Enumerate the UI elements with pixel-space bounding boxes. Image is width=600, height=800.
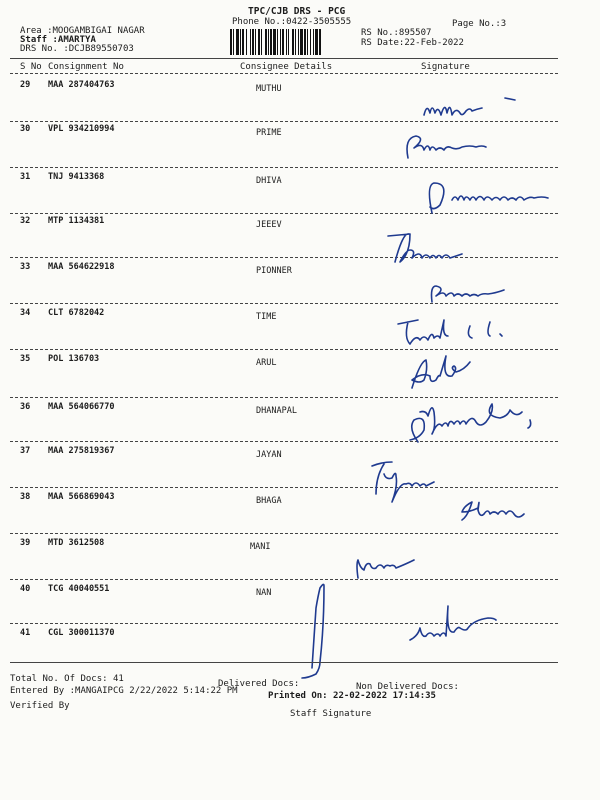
row-consignee: DHIVA (256, 176, 282, 186)
non-delivered-docs: Non Delivered Docs: (356, 682, 459, 692)
column-sno: S No (20, 62, 42, 72)
area-label: Area :MOOGAMBIGAI NAGAR (20, 26, 145, 36)
row-sno: 33 (20, 262, 31, 272)
row-consignee: PRIME (256, 128, 282, 138)
row-consignment-no: TNJ 9413368 (48, 172, 105, 182)
signature-jayan (372, 462, 434, 502)
row-divider (10, 533, 558, 534)
phone-number: Phone No.:0422-3505555 (232, 17, 352, 27)
signature-time (398, 320, 502, 344)
column-consignee: Consignee Details (240, 62, 333, 72)
row-consignment-no: CLT 6782042 (48, 308, 105, 318)
row-consignment-no: MAA 564066770 (48, 402, 115, 412)
row-consignment-no: MTP 1134381 (48, 216, 105, 226)
row-consignee: BHAGA (256, 496, 282, 506)
row-consignee: JAYAN (256, 450, 282, 460)
row-sno: 34 (20, 308, 31, 318)
row-divider (10, 579, 558, 580)
row-divider (10, 623, 558, 624)
row-divider (10, 167, 558, 168)
row-divider (10, 257, 558, 258)
row-consignment-no: MAA 566869043 (48, 492, 115, 502)
signature-muthu (424, 98, 515, 115)
column-consignment: Consignment No (48, 62, 124, 72)
row-divider (10, 487, 558, 488)
signature-pioneer (432, 286, 505, 302)
row-consignment-no: TCG 40040551 (48, 584, 110, 594)
printed-on: Printed On: 22-02-2022 17:14:35 (268, 691, 436, 701)
row-sno: 29 (20, 80, 31, 90)
row-consignment-no: POL 136703 (48, 354, 100, 364)
column-signature: Signature (421, 62, 470, 72)
row-sno: 40 (20, 584, 31, 594)
row-divider (10, 303, 558, 304)
row-consignee: TIME (256, 312, 277, 322)
verified-by: Verified By (10, 701, 70, 711)
drs-number: DRS No. :DCJB89550703 (20, 44, 134, 54)
row-consignee: NAN (256, 588, 272, 598)
row-sno: 41 (20, 628, 31, 638)
row-sno: 39 (20, 538, 31, 548)
row-consignment-no: MAA 275819367 (48, 446, 115, 456)
row-consignment-no: MAA 287404763 (48, 80, 115, 90)
row-divider (10, 397, 558, 398)
row-sno: 31 (20, 172, 31, 182)
signature-mani (357, 560, 414, 578)
row-sno: 37 (20, 446, 31, 456)
row-consignment-no: VPL 934210994 (48, 124, 115, 134)
row-consignee: MUTHU (256, 84, 282, 94)
signature-dhiva (429, 183, 548, 213)
row-divider (10, 349, 558, 350)
signature-bhaga (462, 502, 524, 520)
row-sno: 35 (20, 354, 31, 364)
row-consignee: ARUL (256, 358, 277, 368)
row-consignment-no: MAA 564622918 (48, 262, 115, 272)
row-sno: 38 (20, 492, 31, 502)
page-number: Page No.:3 (452, 19, 507, 29)
row-consignment-no: CGL 300011370 (48, 628, 115, 638)
signature-arul (412, 356, 470, 388)
rs-date: RS Date:22-Feb-2022 (361, 38, 464, 48)
rs-number: RS No.:895507 (361, 28, 432, 38)
signature-nan-stroke (302, 584, 324, 678)
row-divider (10, 213, 558, 214)
footer-rule (10, 662, 558, 663)
row-divider (10, 441, 558, 442)
row-sno: 32 (20, 216, 31, 226)
header-rule (10, 58, 558, 59)
signature-prime (407, 136, 486, 158)
row-consignee: PIONNER (256, 266, 292, 276)
barcode (230, 29, 354, 55)
row-consignee: DHANAPAL (256, 406, 297, 416)
row-consignee: JEEEV (256, 220, 282, 230)
row-consignment-no: MTD 3612508 (48, 538, 105, 548)
row-consignee: MANI (250, 542, 271, 552)
entered-by: Entered By :MANGAIPCG 2/22/2022 5:14:22 PM (10, 686, 238, 696)
delivered-docs: Delivered Docs: (218, 679, 300, 689)
total-docs: Total No. Of Docs: 41 (10, 674, 124, 684)
document-title: TPC/CJB DRS - PCG (248, 6, 346, 17)
staff-label: Staff :AMARTYA (20, 35, 96, 45)
row-sno: 30 (20, 124, 31, 134)
row-sno: 36 (20, 402, 31, 412)
row-divider (10, 121, 558, 122)
column-header-rule (10, 73, 558, 74)
signature-dhanapal (410, 404, 531, 442)
staff-signature-label: Staff Signature (290, 709, 372, 719)
